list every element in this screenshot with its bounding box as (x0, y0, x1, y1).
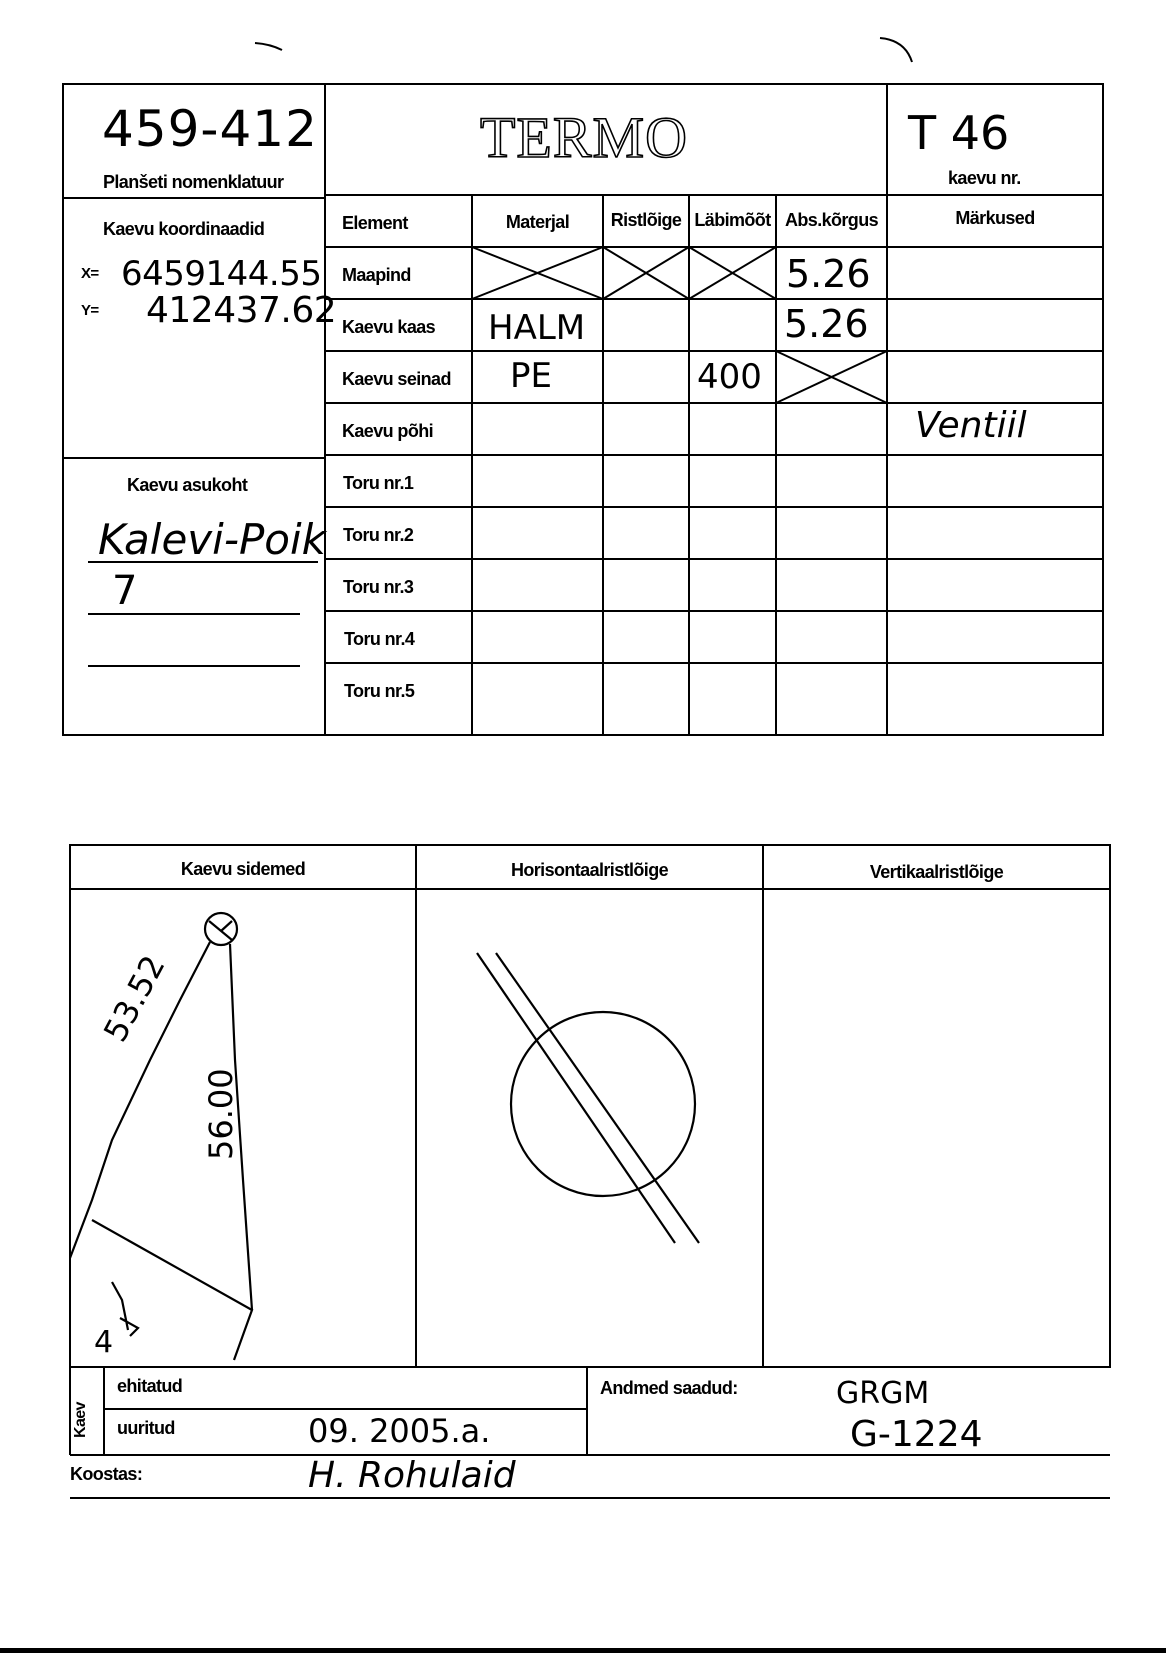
side-label: Kaev (72, 1402, 89, 1438)
row-label: Kaevu kaas (342, 317, 436, 337)
ties-label: Kaevu sidemed (180, 859, 306, 879)
location-street: Kalevi-Poik (98, 515, 326, 564)
cell-materjal-seinad: PE (510, 356, 552, 396)
data-from-line2: G-1224 (850, 1414, 983, 1455)
y-prefix: Y= (81, 302, 99, 319)
corner-number: 4 (94, 1325, 114, 1360)
x-coordinate: 6459144.55 (121, 254, 322, 294)
binder-mark-left (255, 43, 282, 50)
well-symbol (205, 913, 237, 945)
row-label: Toru nr.5 (344, 681, 415, 701)
well-number: T 46 (908, 106, 1010, 160)
pipe-line-1 (477, 953, 675, 1243)
built-label: ehitatud (117, 1376, 183, 1396)
tie-distance-2: 56.00 (202, 1068, 240, 1160)
row-label: Toru nr.1 (343, 473, 414, 493)
cell-labimoot-seinad: 400 (697, 357, 762, 397)
x-prefix: X= (81, 265, 99, 282)
row-label: Kaevu seinad (342, 369, 451, 389)
cell-abs-kaas: 5.26 (784, 302, 869, 346)
row-label: Maapind (342, 265, 411, 285)
row-label: Kaevu põhi (342, 421, 434, 441)
sheet-label: Planšeti nomenklatuur (103, 172, 284, 192)
horizontal-section (477, 953, 699, 1243)
corner-arrow (112, 1282, 138, 1336)
location-label: Kaevu asukoht (127, 475, 248, 495)
cell-markused-pohi: Ventiil (915, 405, 1027, 446)
surveyed-date: 09. 2005.a. (308, 1412, 491, 1450)
row-label: Toru nr.4 (344, 629, 415, 649)
location-number: 7 (112, 568, 138, 614)
data-from-line1: GRGM (836, 1376, 930, 1411)
surveyed-label: uuritud (117, 1418, 175, 1438)
data-from-label: Andmed saadud: (600, 1378, 738, 1398)
well-number-label: kaevu nr. (948, 168, 1021, 188)
cell-materjal-kaas: HALM (488, 308, 586, 348)
col-markused: Märkused (955, 208, 1035, 228)
compiled-by: H. Rohulaid (308, 1455, 516, 1496)
pipe-line-2 (496, 953, 699, 1243)
sheet-number: 459-412 (102, 100, 318, 158)
col-abs-korgus: Abs.kõrgus (784, 210, 879, 230)
col-element: Element (342, 213, 408, 233)
page-title: TERMO (480, 105, 688, 170)
cell-abs-maapind: 5.26 (786, 252, 871, 296)
y-coordinate: 412437.62 (146, 290, 337, 331)
row-label: Toru nr.3 (343, 577, 414, 597)
binder-mark-right (880, 38, 912, 62)
col-labimoot: Läbimõõt (694, 210, 771, 230)
col-ristloige: Ristlõige (610, 210, 682, 230)
tie-distance-1: 53.52 (96, 949, 173, 1048)
coordinates-label: Kaevu koordinaadid (103, 219, 265, 239)
horizontal-label: Horisontaalristlõige (510, 860, 669, 880)
col-materjal: Materjal (505, 212, 570, 232)
scan-edge (0, 1648, 1166, 1653)
row-label: Toru nr.2 (343, 525, 414, 545)
compiled-label: Koostas: (70, 1464, 143, 1484)
vertical-label: Vertikaalristlõige (869, 862, 1004, 882)
